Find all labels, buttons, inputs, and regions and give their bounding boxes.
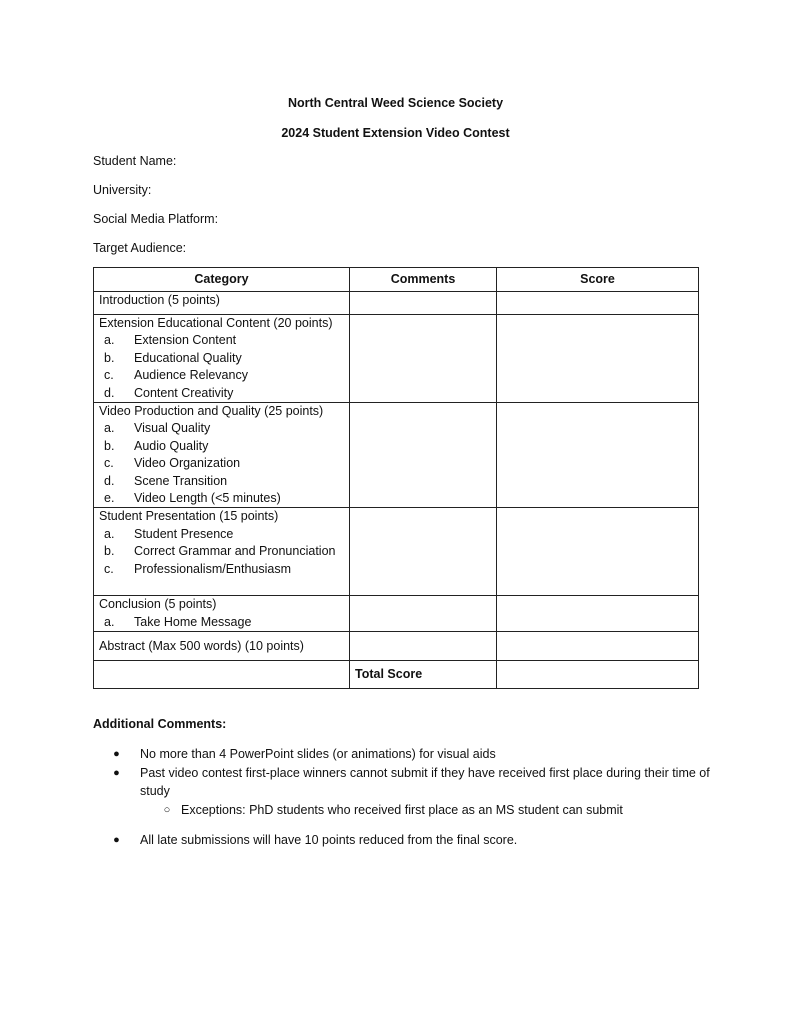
total-row — [94, 661, 699, 689]
criterion-letter: b. — [104, 350, 115, 365]
criterion-letter: c. — [104, 368, 114, 383]
additional-comments-heading: Additional Comments: — [93, 717, 227, 731]
empty-cell — [94, 661, 350, 689]
score-cell[interactable] — [497, 403, 699, 508]
comments-cell[interactable] — [350, 292, 497, 315]
table-row — [94, 632, 699, 661]
criterion-item — [99, 543, 344, 560]
criterion-letter: e. — [104, 491, 115, 506]
additional-comments-list — [93, 745, 713, 850]
criterion-item — [99, 526, 344, 543]
table-row — [94, 292, 699, 315]
list-item — [93, 764, 713, 800]
criterion-letter: a. — [104, 526, 115, 541]
criterion-item — [99, 490, 344, 507]
category-title: Abstract (Max 500 words) (10 points) — [99, 638, 304, 653]
audience-label: Target Audience: — [93, 241, 187, 255]
criterion-letter: c. — [104, 456, 114, 471]
category-cell — [94, 315, 350, 403]
list-item-text: All late submissions will have 10 points reduced from the final score. — [140, 833, 518, 847]
category-title: Extension Educational Content (20 points) — [99, 316, 333, 330]
university-label: University: — [93, 183, 152, 197]
bullet-icon: ● — [113, 767, 120, 779]
list-item — [93, 831, 713, 849]
list-item-text: No more than 4 PowerPoint slides (or animations) for visual aids — [140, 747, 496, 761]
table-row — [94, 508, 699, 596]
list-item — [93, 745, 713, 763]
comments-cell[interactable] — [350, 596, 497, 632]
criterion-item — [99, 385, 344, 402]
student-name-label: Student Name: — [93, 154, 177, 168]
criterion-item — [99, 332, 344, 349]
criterion-letter: d. — [104, 473, 115, 488]
scoring-rubric-table — [93, 267, 699, 689]
list-subitem-text: Exceptions: PhD students who received first place as an MS student can submit — [181, 803, 623, 817]
category-title: Video Production and Quality (25 points) — [99, 404, 324, 419]
category-cell — [94, 596, 350, 632]
criterion-letter: a. — [104, 614, 115, 629]
category-cell — [94, 292, 350, 315]
category-cell — [94, 508, 350, 596]
criterion-item — [99, 350, 344, 367]
criterion-text: Audio Quality — [134, 438, 209, 453]
comments-cell[interactable] — [350, 315, 497, 403]
criterion-text: Video Organization — [134, 456, 241, 471]
comments-cell[interactable] — [350, 508, 497, 596]
contest-title: 2024 Student Extension Video Contest — [281, 126, 510, 140]
criterion-text: Audience Relevancy — [134, 368, 248, 383]
category-title: Student Presentation (15 points) — [99, 509, 279, 524]
header-comments: Comments — [350, 268, 497, 292]
criterion-letter: a. — [104, 333, 115, 348]
score-cell[interactable] — [497, 508, 699, 596]
score-cell[interactable] — [497, 315, 699, 403]
criterion-text: Take Home Message — [134, 614, 252, 629]
score-cell[interactable] — [497, 292, 699, 315]
criterion-letter: a. — [104, 421, 115, 436]
bullet-icon: ● — [113, 748, 120, 760]
criterion-item — [99, 614, 344, 631]
criterion-text: Extension Content — [134, 333, 237, 348]
criterion-text: Educational Quality — [134, 350, 242, 365]
total-score-cell[interactable] — [497, 661, 699, 689]
circle-bullet-icon: ○ — [163, 804, 171, 816]
score-cell[interactable] — [497, 632, 699, 661]
total-score-label: Total Score — [350, 661, 497, 689]
bullet-icon: ● — [113, 834, 120, 846]
header-category: Category — [94, 268, 350, 292]
table-row — [94, 403, 699, 508]
platform-label: Social Media Platform: — [93, 212, 219, 226]
document-title: North Central Weed Science Society — [287, 96, 504, 110]
criterion-letter: c. — [104, 561, 114, 576]
criterion-text: Scene Transition — [134, 473, 228, 488]
criterion-letter: d. — [104, 385, 115, 400]
table-row — [94, 596, 699, 632]
category-cell — [94, 632, 350, 661]
category-title: Introduction (5 points) — [99, 293, 220, 307]
list-item-text: Past video contest first-place winners cannot submit if they have received first place during their time of study — [140, 766, 710, 798]
criterion-text: Content Creativity — [134, 385, 234, 400]
criterion-item — [99, 455, 344, 472]
criterion-item — [99, 473, 344, 490]
header-score: Score — [497, 268, 699, 292]
criterion-item — [99, 561, 344, 578]
criterion-text: Student Presence — [134, 526, 234, 541]
table-row — [94, 315, 699, 403]
category-title: Conclusion (5 points) — [99, 597, 217, 612]
category-cell — [94, 403, 350, 508]
criterion-text: Video Length (<5 minutes) — [134, 491, 281, 506]
criterion-item — [99, 438, 344, 455]
comments-cell[interactable] — [350, 403, 497, 508]
criterion-letter: b. — [104, 544, 115, 559]
criterion-item — [99, 420, 344, 437]
criterion-text: Correct Grammar and Pronunciation — [134, 544, 336, 559]
criterion-letter: b. — [104, 438, 115, 453]
score-cell[interactable] — [497, 596, 699, 632]
criterion-text: Professionalism/Enthusiasm — [134, 561, 292, 576]
criterion-text: Visual Quality — [134, 421, 211, 436]
comments-cell[interactable] — [350, 632, 497, 661]
criterion-item — [99, 367, 344, 384]
list-subitem — [93, 801, 713, 819]
